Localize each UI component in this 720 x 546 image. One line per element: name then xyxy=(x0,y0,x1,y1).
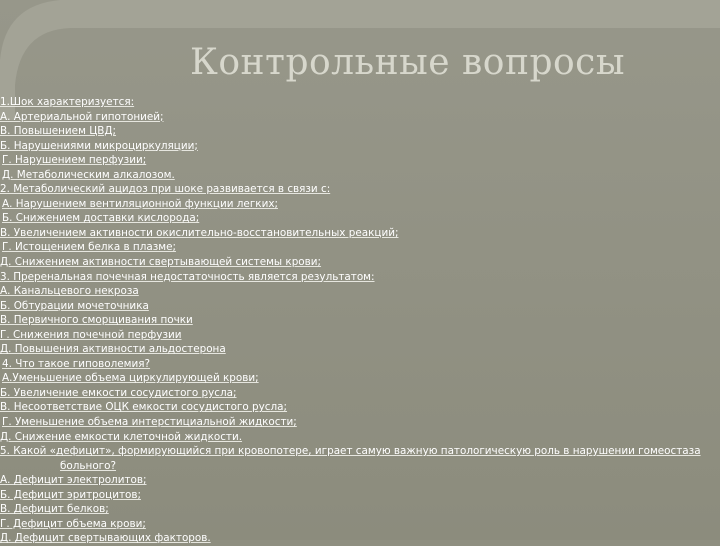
answer-option: Д. Метаболическим алкалозом. xyxy=(2,168,175,181)
question-line: 1.Шок характеризуется: xyxy=(0,96,135,108)
answer-option: В. Несоответствие ОЦК емкости сосудистого русла; xyxy=(0,401,288,414)
answer-option: Д. Снижением активности свертывающей системы крови; xyxy=(0,256,322,269)
answer-option: Г. Уменьшение объема интерстициальной жидкости; xyxy=(2,416,297,429)
question-line-continuation: больного? xyxy=(60,459,117,472)
answer-option: А.Уменьшение объема циркулирующей крови; xyxy=(2,372,259,385)
question-list xyxy=(0,95,712,546)
answer-option: Б. Снижением доставки кислорода; xyxy=(2,212,200,225)
answer-option: Г. Истощением белка в плазме; xyxy=(2,241,176,254)
answer-option: Г. Дефицит объема крови; xyxy=(0,517,146,530)
answer-option: В. Первичного сморщивания почки xyxy=(0,314,193,327)
answer-option: А. Дефицит электролитов; xyxy=(0,474,147,487)
answer-option: В. Повышением ЦВД; xyxy=(0,125,117,138)
answer-option: Б. Дефицит эритроцитов; xyxy=(0,488,141,501)
answer-option: Г. Нарушением перфузии; xyxy=(2,154,147,167)
answer-option: А. Канальцевого некроза xyxy=(0,285,139,298)
answer-option: Д. Снижение емкости клеточной жидкости. xyxy=(0,430,243,443)
answer-option: Б. Увеличение емкости сосудистого русла; xyxy=(0,386,237,399)
answer-option: А. Нарушением вентиляционной функции легких; xyxy=(2,197,278,210)
slide-title: Контрольные вопросы xyxy=(190,42,625,83)
answer-option: Б. Нарушениями микроциркуляции; xyxy=(0,139,198,152)
answer-option: В. Дефицит белков; xyxy=(0,503,109,516)
question-line: 2. Метаболический ацидоз при шоке развивается в связи с: xyxy=(0,183,331,196)
answer-option: В. Увеличением активности окислительно-восстановительных реакций; xyxy=(0,226,399,239)
answer-option: Д. Дефицит свертывающих факторов. xyxy=(0,532,211,545)
answer-option: А. Артериальной гипотонией; xyxy=(0,110,164,123)
question-line: 3. Преренальная почечная недостаточность является результатом: xyxy=(0,270,375,283)
question-line: 4. Что такое гиповолемия? xyxy=(2,357,151,370)
answer-option: Г. Снижения почечной перфузии xyxy=(0,328,182,341)
answer-option: Б. Обтурации мочеточника xyxy=(0,299,149,312)
answer-option: Д. Повышения активности альдостерона xyxy=(0,343,226,356)
question-line: 5. Какой «дефицит», формирующийся при кровопотере, играет самую важную патологическую роль в нарушении гомеостаза xyxy=(0,445,701,458)
